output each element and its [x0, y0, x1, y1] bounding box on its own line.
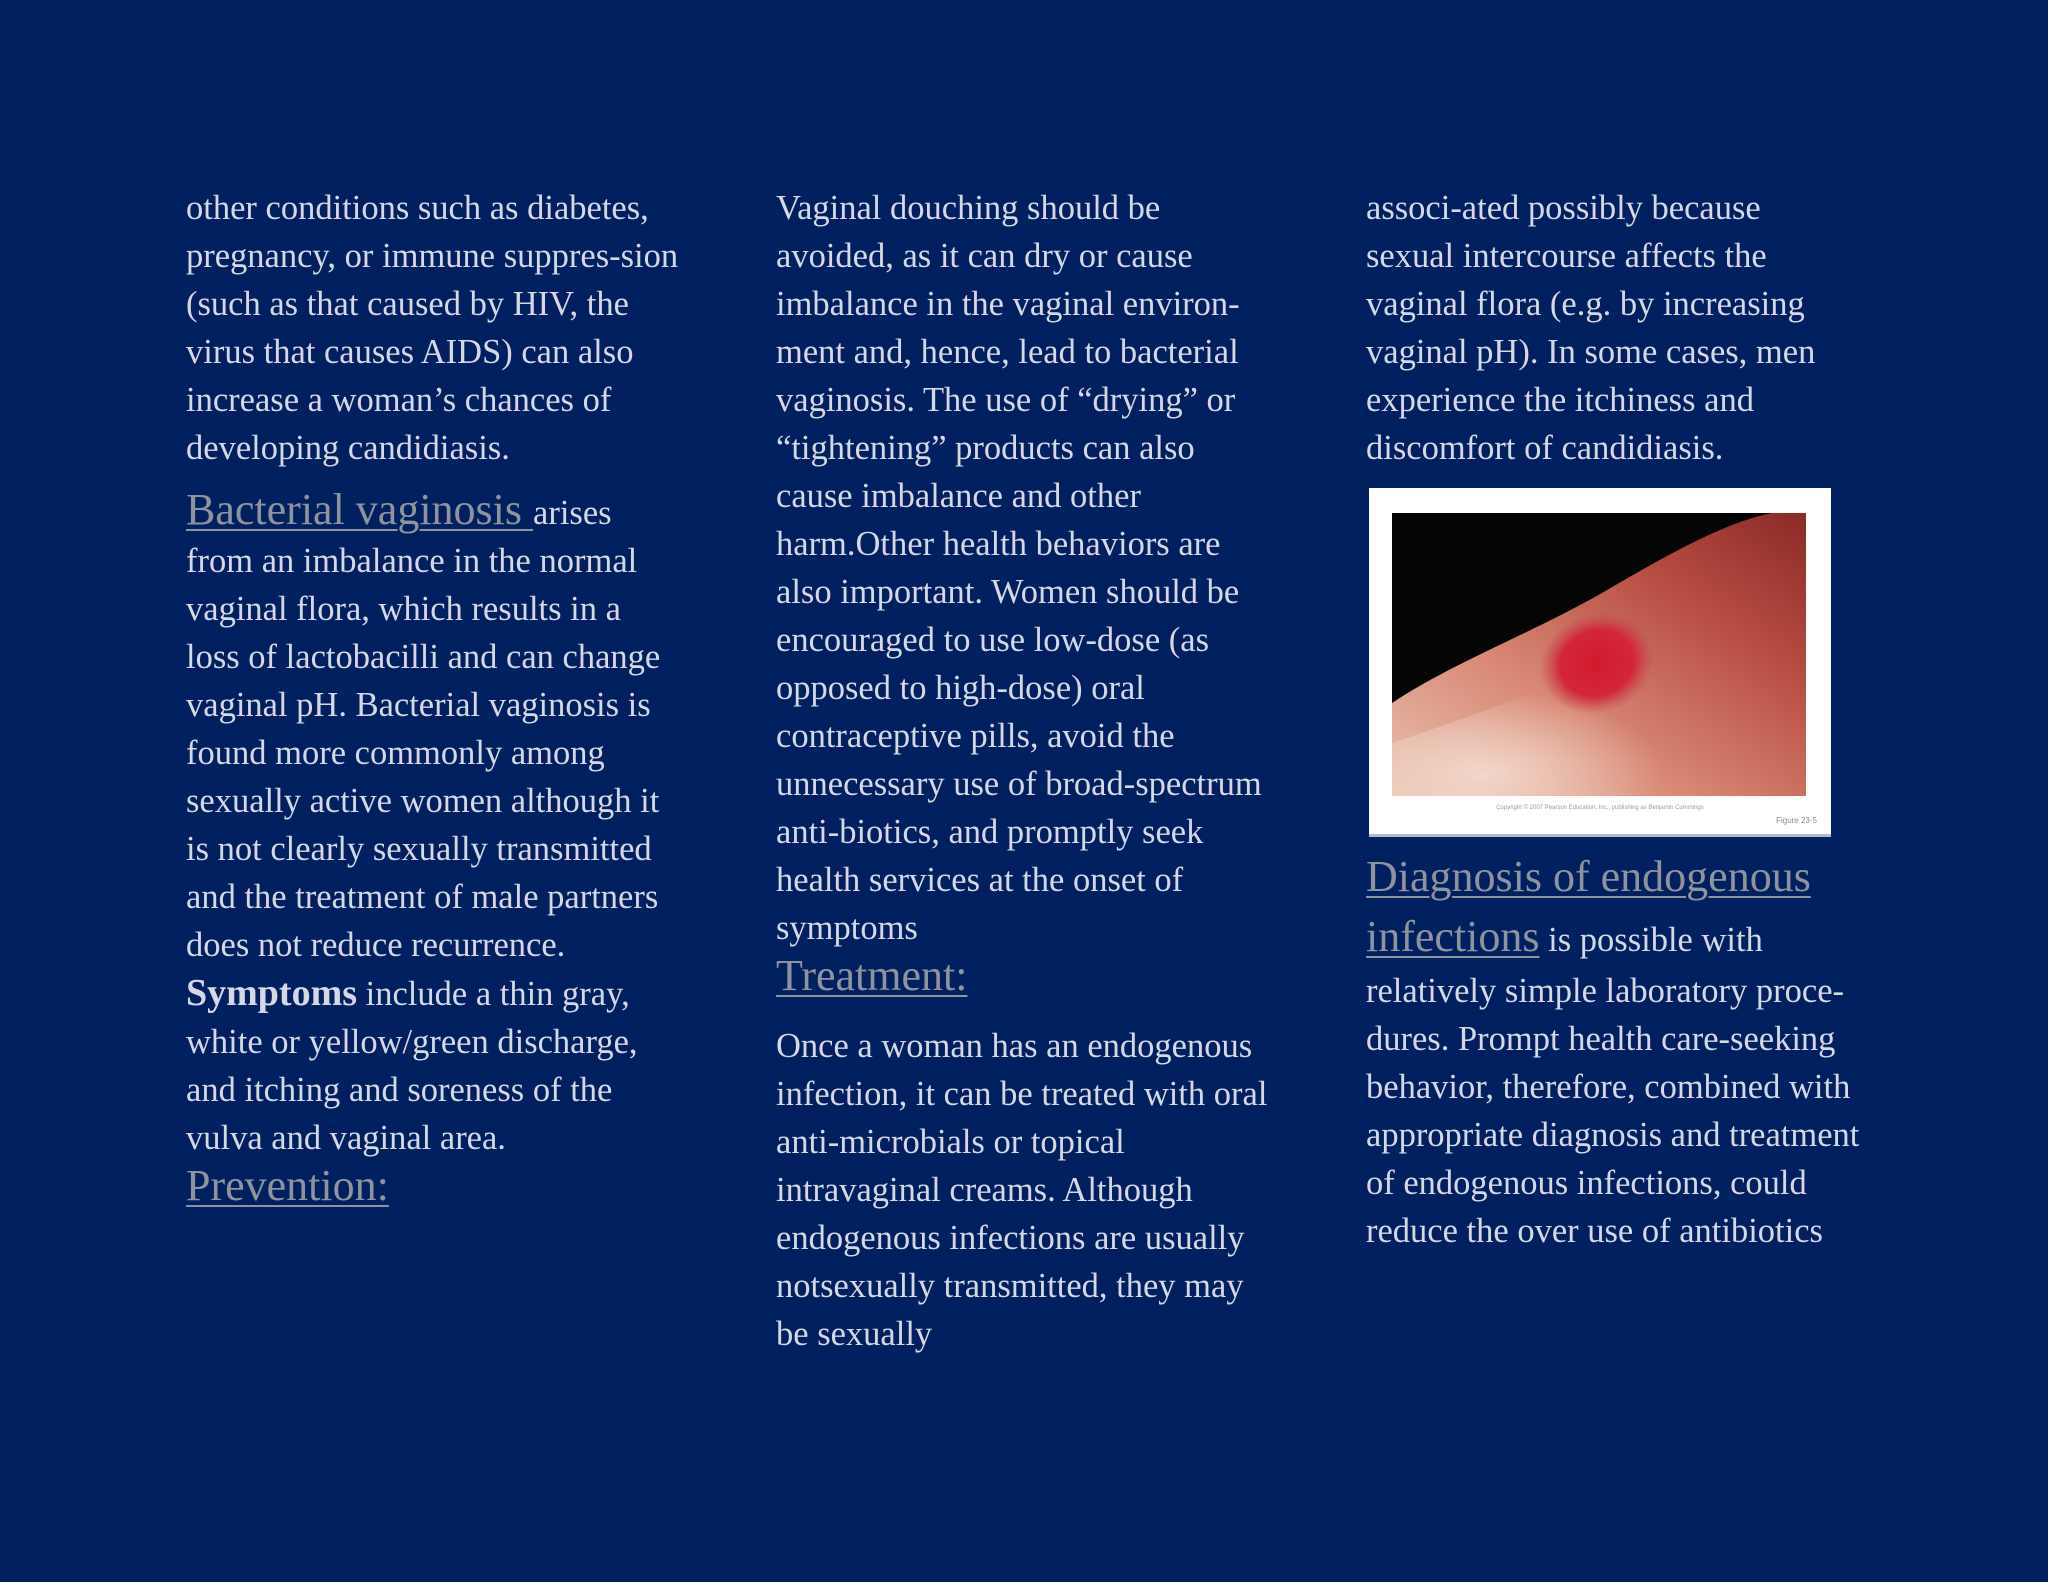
treatment-heading: Treatment:	[776, 951, 968, 1000]
bacterial-vaginosis-paragraph	[186, 486, 681, 969]
symptoms-text: include a thin gray, white or yellow/green discharge, and itching and soreness of the vulva and vaginal area.	[186, 975, 638, 1157]
image-copyright-caption: Copyright © 2007 Pearson Education, Inc., publishing as Benjamin Cummings	[1496, 805, 1704, 811]
prevention-heading: Prevention:	[186, 1161, 389, 1210]
figure-number-label: Figure 23-5	[1776, 816, 1817, 825]
skin-lesion-image	[1392, 513, 1806, 796]
column-3	[1366, 184, 1866, 1255]
bacterial-vaginosis-heading: Bacterial vaginosis	[186, 485, 534, 534]
candidiasis-skin-photo	[1369, 488, 1831, 837]
column-1	[186, 184, 681, 1210]
treatment-text: Once a woman has an endogenous infection, it can be treated with oral anti-microbials or topical intravaginal creams. Although endogenous infections are usually notsexually transmitted, they may be sexually	[776, 1027, 1268, 1353]
column-2	[776, 184, 1271, 1358]
diagnosis-paragraph	[1366, 847, 1866, 1255]
diagnosis-text: is possible with relatively simple laboratory proce-dures. Prompt health care-seeking behavior, therefore, combined with appropriate diagnosis and treatment of endogenous infections, could reduce the over use of antibiotics	[1366, 921, 1860, 1250]
diagnosis-heading: Diagnosis of endogenous infections	[1366, 852, 1811, 961]
male-partners-text: associ-ated possibly because sexual intercourse affects the vaginal flora (e.g. by increasing vaginal pH). In some cases, men experience the itchiness and discomfort of candidiasis.	[1366, 189, 1816, 467]
symptoms-paragraph	[186, 969, 681, 1162]
symptoms-label: Symptoms	[186, 972, 358, 1014]
candidiasis-intro-text: other conditions such as diabetes, pregnancy, or immune suppres-sion (such as that caused by HIV, the virus that causes AIDS) can also increase a woman’s chances of developing candidiasis.	[186, 189, 679, 467]
prevention-text: Vaginal douching should be avoided, as it can dry or cause imbalance in the vaginal environ-ment and, hence, lead to bacterial vaginosis. The use of “drying” or “tightening” products can also cause imbalance and other harm.Other health behaviors are also important. Women should be encouraged to use low-dose (as opposed to high-dose) oral contraceptive pills, avoid the unnecessary use of broad-spectrum anti-biotics, and promptly seek health services at the onset of symptoms	[776, 189, 1262, 947]
bacterial-vaginosis-text: arises from an imbalance in the normal vaginal flora, which results in a loss of lactobacilli and can change vaginal pH. Bacterial vaginosis is found more commonly among sexually active women although it is not clearly sexually transmitted and the treatment of male partners does not reduce recurrence.	[186, 494, 661, 964]
